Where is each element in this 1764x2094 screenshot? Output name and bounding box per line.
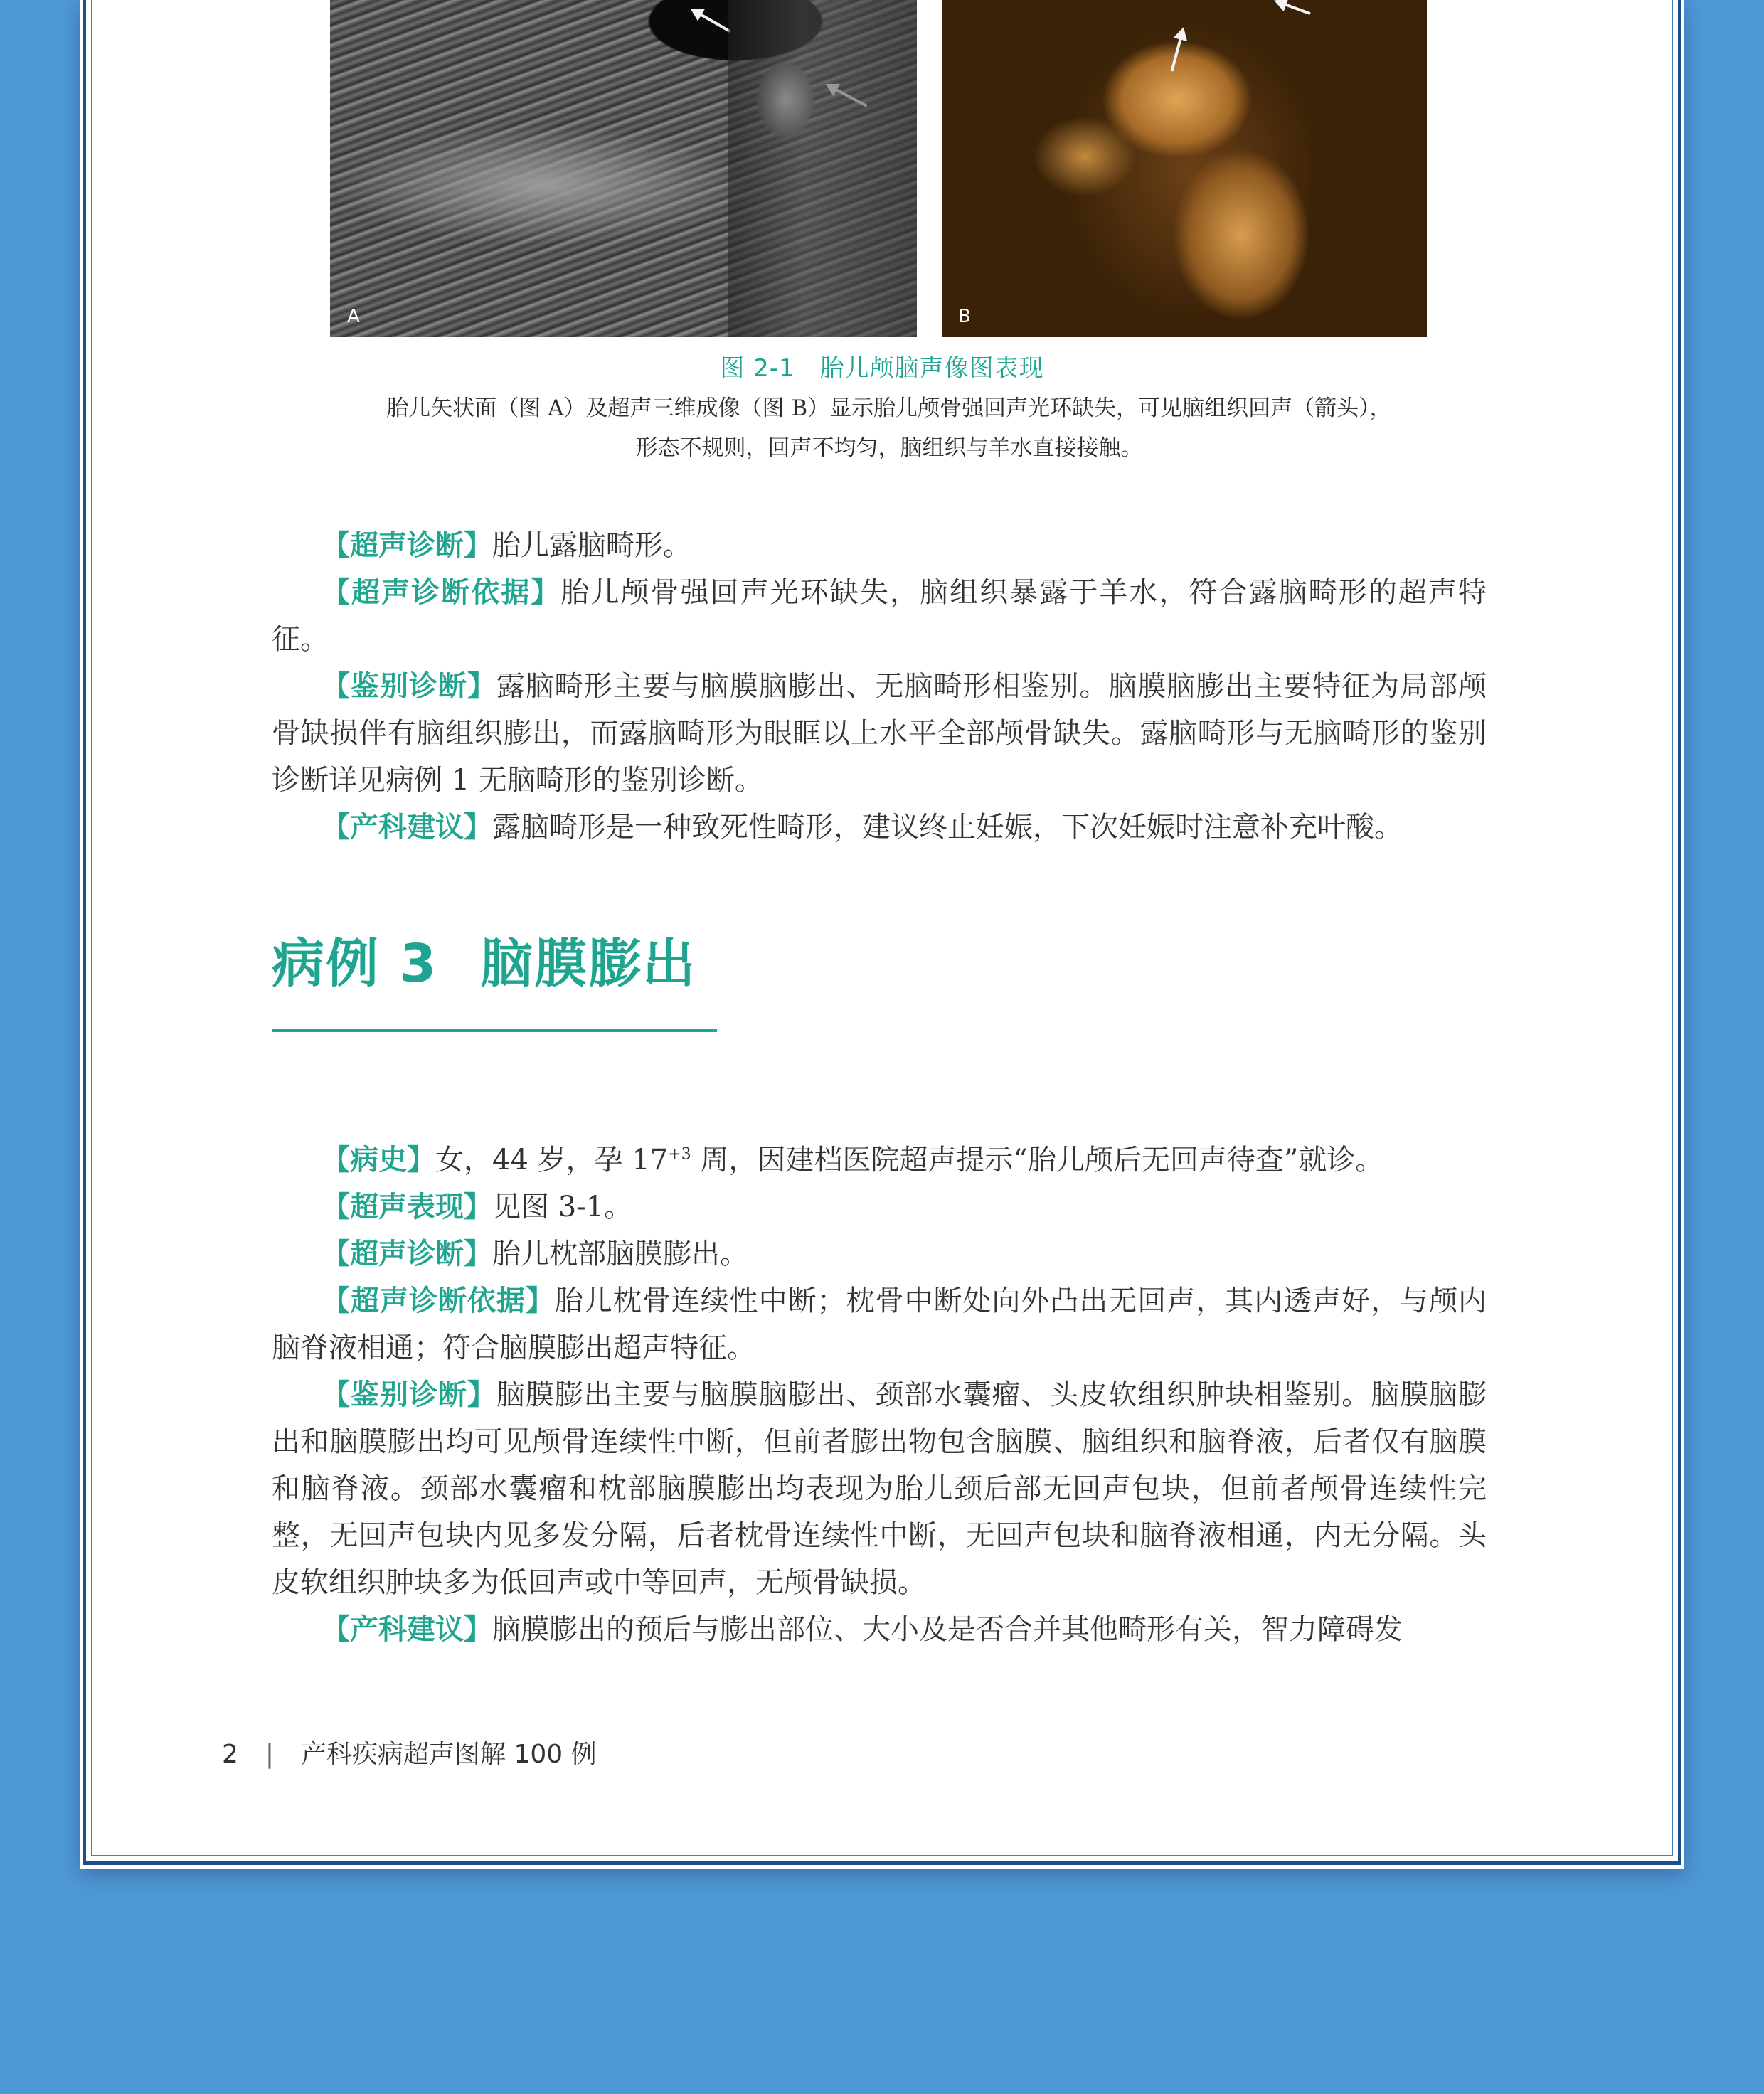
book-title: 产科疾病超声图解 100 例 [301,1740,597,1769]
section-tag: 【产科建议】 [322,1613,492,1646]
footer-separator: | [265,1740,275,1769]
arrow-icon [1171,29,1184,71]
case-number: 病例 3 [272,933,438,994]
title-underline [272,1029,717,1032]
case3-diagnosis [272,1231,1487,1277]
section-tag: 【超声诊断依据】 [322,576,561,609]
section-text: 胎儿颅骨强回声光环缺失，脑组织暴露于羊水，符合露脑畸形的超声特征。 [272,576,1487,656]
case3-differential [272,1371,1487,1606]
section-text: 胎儿枕部脑膜膨出。 [492,1238,748,1270]
case2-basis [272,569,1487,663]
section-tag: 【产科建议】 [322,811,492,844]
figure-caption-title: 图 2-1 胎儿颅脑声像图表现 [720,354,1044,383]
section-tag: 【超声诊断】 [322,1238,492,1270]
arrow-icon [1276,0,1310,15]
section-text: 脑膜膨出的预后与膨出部位、大小及是否合并其他畸形有关，智力障碍发 [492,1613,1403,1646]
figure-caption-line: 胎儿矢状面（图 A）及超声三维成像（图 B）显示胎儿颅骨强回声光环缺失，可见脑组织回声（箭头）， [386,395,1392,421]
section-tag: 【鉴别诊断】 [322,670,496,703]
page-footer [222,1734,597,1770]
arrow-icon [692,9,730,32]
case2-differential [272,663,1487,804]
section-tag: 【超声诊断】 [322,529,492,562]
section-text: 露脑畸形是一种致死性畸形，建议终止妊娠，下次妊娠时注意补充叶酸。 [492,811,1403,844]
section-text: 女，44 岁，孕 17 [435,1144,669,1176]
section-text: 胎儿枕骨连续性中断；枕骨中断处向外凸出无回声，其内透声好，与颅内脑脊液相通；符合脑膜膨出超声特征。 [272,1285,1487,1364]
ultrasound-image-a [330,0,917,337]
figure-label-b: B [958,306,971,327]
case2-diagnosis [272,522,1487,569]
section-text: 脑膜膨出主要与脑膜脑膨出、颈部水囊瘤、头皮软组织肿块相鉴别。脑膜脑膨出和脑膜膨出均可见颅骨连续性中断，但前者膨出物包含脑膜、脑组织和脑脊液，后者仅有脑膜和脑脊液。颈部水囊瘤和枕部脑膜膨出均表现为胎儿颈后部无回声包块，但前者颅骨连续性完整，无回声包块内见多发分隔，后者枕骨连续性中断，无回声包块和脑脊液相通，内无分隔。头皮软组织肿块多为低回声或中等回声，无颅骨缺损。 [272,1378,1487,1599]
case2-advice [272,804,1487,851]
figure-caption-line: 形态不规则，回声不均匀，脑组织与羊水直接接触。 [635,435,1143,461]
case-name: 脑膜膨出 [480,933,697,994]
case3-basis [272,1277,1487,1371]
section-text: 胎儿露脑畸形。 [492,529,691,562]
case3-advice [272,1606,1487,1653]
section-tag: 【超声表现】 [322,1191,492,1223]
section-text: 露脑畸形主要与脑膜脑膨出、无脑畸形相鉴别。脑膜脑膨出主要特征为局部颅骨缺损伴有脑组织膨出，而露脑畸形为眼眶以上水平全部颅骨缺失。露脑畸形与无脑畸形的鉴别诊断详见病例 1 无脑畸形的鉴别诊断。 [272,670,1487,797]
section-text: 周，因建档医院超声提示“胎儿颅后无回声待查”就诊。 [691,1144,1384,1176]
case3-history [272,1137,1487,1184]
page-number: 2 [222,1740,238,1769]
section-tag: 【超声诊断依据】 [322,1285,555,1317]
superscript: +3 [668,1145,691,1164]
case3-findings [272,1184,1487,1231]
section-tag: 【鉴别诊断】 [322,1378,496,1411]
figure-caption [306,388,1472,468]
ultrasound-3d-image-b [942,0,1427,337]
figure-label-a: A [347,306,360,327]
arrow-icon [827,84,868,107]
section-tag: 【病史】 [322,1144,435,1176]
section-text: 见图 3-1。 [492,1191,633,1223]
case-title [272,922,696,997]
